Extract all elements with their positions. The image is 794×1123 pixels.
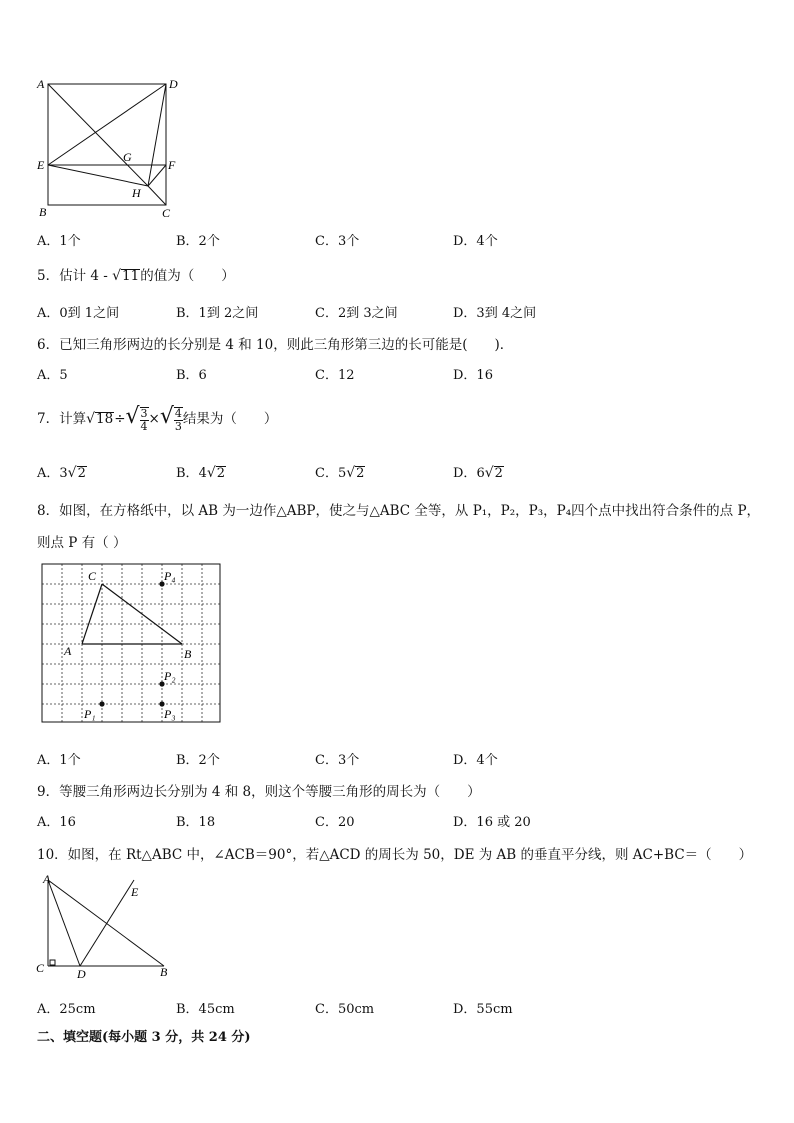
q5-option-d: D．3到 4之间 [453,306,537,321]
q8-grid-border [42,564,220,722]
q4-label-c: C [162,206,171,220]
q8-segment-ac [82,584,102,644]
q10-segment-de [80,880,134,966]
q10-label-e: E [131,885,139,899]
q9-option-b: B．18 [176,815,216,830]
q10-option-b: B．45cm [176,1002,235,1017]
q8-label-p2: P₂ [164,669,176,683]
q4-option-d: D．4个 [453,234,498,249]
q8-stem-line1: 8．如图，在方格纸中，以 AB 为一边作△ABP，使之与△ABC 全等，从 P₁，P₂，P₃，P₄四个点中找出符合条件的点 P， [37,503,761,519]
q8-label-c: C [88,569,97,583]
q4-option-a: A．1个 [37,234,81,249]
q8-label-p1: P₁ [84,707,96,721]
q4-line-AH [48,84,148,186]
q4-option-c: C．3个 [315,234,360,249]
q7-f1-denominator: 4 [140,419,148,433]
q4-line-EH [48,165,148,186]
q9-option-d: D．16 或 20 [453,815,531,830]
q8-label-p3: P₃ [164,707,176,721]
q4-line-CH [148,186,166,205]
q4-option-b: B．2个 [176,234,220,249]
q5-radicand: 11 [122,268,140,284]
radical-sign-icon: √ [112,268,122,284]
radical-sign-icon: √ [159,404,174,429]
section-heading: 二、填空题(每小题 3 分，共 24 分) [37,1030,251,1045]
q10-label-b: B [160,965,168,979]
q8-option-c: C．3个 [315,753,360,768]
q5-option-c: C．2到 3之间 [315,306,398,321]
q10-option-d: D．55cm [453,1002,513,1017]
q4-line-DE [48,84,166,165]
q7-option-c: C．5√2 [315,465,365,481]
q10-stem: 10．如图，在 Rt△ABC 中，∠ACB＝90°，若△ACD 的周长为 50，DE 为 AB 的垂直平分线，则 AC+BC＝（ ） [37,847,753,863]
radical-sign-icon: √ [86,411,96,427]
q6-option-d: D．16 [453,368,493,383]
q7-suffix: 结果为（ ） [182,411,278,427]
q4-figure [34,74,184,222]
q7-fraction-2 [174,407,183,433]
q7-option-a: A．3√2 [37,465,86,481]
q4-label-d: D [169,77,178,91]
q7-option-b: B．4√2 [176,465,226,481]
q7-f2-numerator: 4 [174,406,182,420]
q8-grid-figure [36,560,226,730]
q5-option-b: B．1到 2之间 [176,306,259,321]
q7-divide: ÷ [114,411,126,427]
q8-stem-line2: 则点 P 有（ ） [37,535,127,551]
q7-stem [37,400,277,436]
q8-point-p1 [99,701,104,706]
q7-radicand-18: 18 [96,411,114,427]
q10-figure [34,870,184,982]
q5-stem [37,264,235,284]
q4-label-h: H [132,186,141,200]
q6-option-a: A．5 [37,368,68,383]
q9-option-a: A．16 [37,815,76,830]
q7-option-d: D．6√2 [453,465,503,481]
q5-prefix: 5．估计 4 - [37,268,113,284]
q10-segment-ab [48,880,164,966]
q7-times: × [148,411,160,427]
q6-stem: 6．已知三角形两边的长分别是 4 和 10，则此三角形第三边的长可能是( )． [37,337,514,353]
q6-option-c: C．12 [315,368,355,383]
q6-option-b: B．6 [176,368,207,383]
q5-suffix: 的值为（ ） [140,268,235,284]
q9-stem: 9．等腰三角形两边长分别为 4 和 8，则这个等腰三角形的周长为（ ） [37,784,481,800]
q4-label-b: B [39,205,47,219]
q4-label-g: G [123,150,132,164]
q10-option-a: A．25cm [37,1002,96,1017]
q5-option-a: A．0到 1之间 [37,306,120,321]
q7-prefix: 7．计算 [37,411,87,427]
q8-option-b: B．2个 [176,753,220,768]
q4-label-a: A [37,77,45,91]
q4-line-DH [148,84,166,186]
q4-label-e: E [37,158,45,172]
q8-label-b: B [184,647,192,661]
q8-label-a: A [64,644,72,658]
q10-option-c: C．50cm [315,1002,375,1017]
q7-f2-denominator: 3 [174,419,182,433]
q10-segment-ad [48,880,80,966]
radical-sign-icon: √ [125,404,140,429]
q9-option-c: C．20 [315,815,355,830]
q10-label-c: C [36,961,45,975]
q8-grid-lines [42,564,220,722]
q10-label-a: A [43,872,51,886]
q8-label-p4: P₄ [164,569,176,583]
q4-label-f: F [168,158,176,172]
q7-f1-numerator: 3 [140,406,148,420]
q8-option-d: D．4个 [453,753,498,768]
q10-right-angle-mark [50,960,55,965]
q10-label-d: D [77,967,86,981]
q8-option-a: A．1个 [37,753,81,768]
q7-fraction-1 [140,407,149,433]
q8-point-p3 [159,701,164,706]
